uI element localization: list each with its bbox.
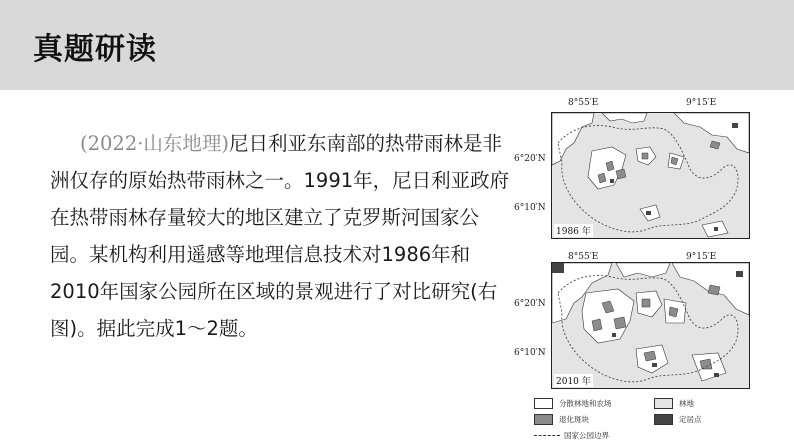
legend-label: 林地	[679, 399, 694, 408]
legend-swatch	[654, 398, 673, 409]
lat-label-1: 6°20′N	[514, 154, 546, 164]
lat-label-2: 6°10′N	[514, 348, 546, 358]
lat-label-1: 6°20′N	[514, 299, 546, 309]
map-year-label: 2010 年	[554, 374, 593, 387]
legend-label: 退化斑块	[559, 415, 589, 424]
map-2010-graphic	[552, 263, 749, 388]
lon-label-2: 9°15′E	[686, 98, 717, 108]
map-figure	[514, 98, 754, 443]
lon-label-2: 9°15′E	[686, 252, 717, 262]
lon-label-1: 8°55′E	[568, 252, 599, 262]
legend-settlement	[654, 414, 702, 425]
legend-dashline	[534, 435, 560, 436]
legend-boundary	[534, 430, 609, 441]
legend-label: 分散林地和农场	[559, 399, 612, 408]
question-paragraph	[50, 125, 510, 347]
legend-label: 国家公园边界	[564, 431, 609, 440]
map-year-label: 1986 年	[554, 224, 593, 237]
question-text: 尼日利亚东南部的热带雨林是非洲仅存的原始热带雨林之一。1991年，尼日利亚政府在热带雨林存量较大的地区建立了克罗斯河国家公园。某机构利用遥感等地理信息技术对1986年和2010年国家公园所在区域的景观进行了对比研究(右图)。据此完成1～2题。	[50, 132, 510, 340]
legend-scattered	[534, 398, 612, 409]
legend-degraded	[534, 414, 589, 425]
question-source: (2022·山东地理)	[80, 132, 230, 155]
legend-swatch	[534, 414, 553, 425]
lon-label-1: 8°55′E	[568, 98, 599, 108]
page-title: 真题研读	[33, 32, 157, 67]
map-1986-graphic	[552, 113, 749, 238]
legend-swatch	[654, 414, 673, 425]
header-bar	[0, 0, 794, 90]
lat-label-2: 6°10′N	[514, 203, 546, 213]
legend-swatch	[534, 398, 553, 409]
map-1986	[551, 112, 750, 239]
legend-forest	[654, 398, 694, 409]
map-2010	[551, 262, 750, 389]
legend-label: 定居点	[679, 415, 702, 424]
